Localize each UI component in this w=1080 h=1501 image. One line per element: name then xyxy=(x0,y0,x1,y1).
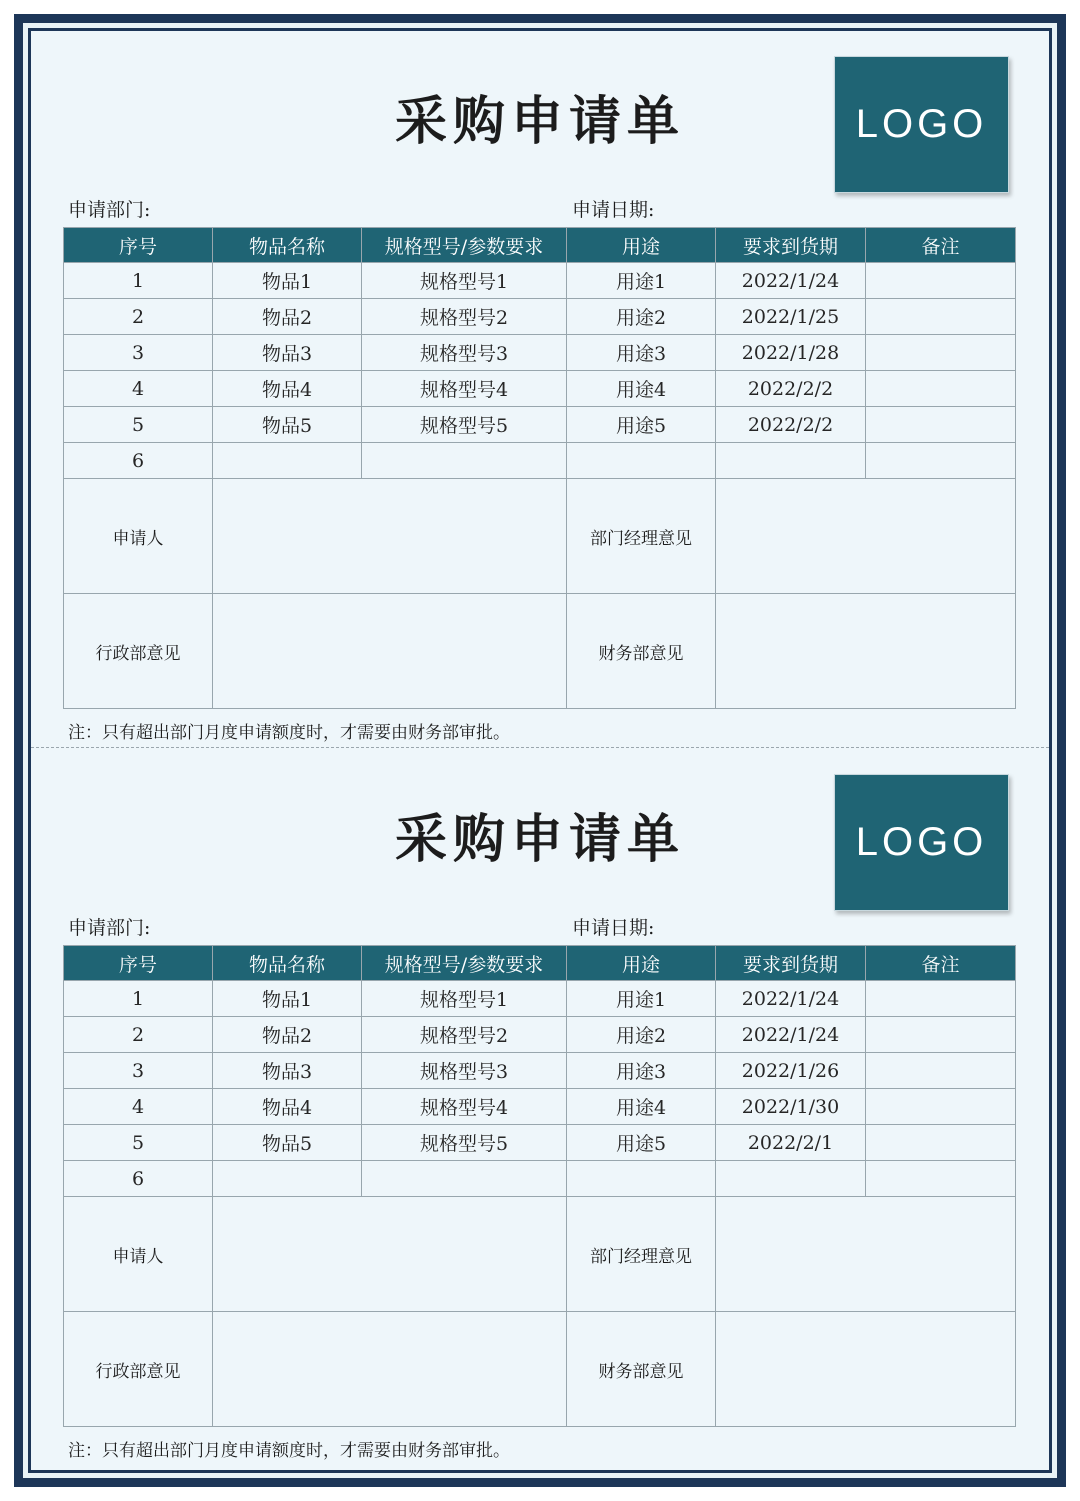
applicant-field xyxy=(213,479,567,594)
finance-label: 财务部意见 xyxy=(567,594,716,709)
approval-row-1 xyxy=(64,1197,1016,1312)
cell-item-name: 物品4 xyxy=(213,371,362,407)
cell-remarks xyxy=(866,263,1016,299)
page-frame xyxy=(14,14,1066,1487)
cell-spec: 规格型号5 xyxy=(362,407,567,443)
approval-row-1 xyxy=(64,479,1016,594)
admin-field xyxy=(213,594,567,709)
approval-row-2 xyxy=(64,594,1016,709)
form-note: 注：只有超出部门月度申请额度时，才需要由财务部审批。 xyxy=(68,723,510,743)
item-table xyxy=(63,945,1016,1427)
applicant-label: 申请人 xyxy=(64,479,213,594)
cell-remarks xyxy=(866,1017,1016,1053)
cell-due-date: 2022/1/28 xyxy=(716,335,866,371)
header-index: 序号 xyxy=(64,946,213,981)
applicant-label: 申请人 xyxy=(64,1197,213,1312)
cell-item-name: 物品3 xyxy=(213,1053,362,1089)
cell-purpose: 用途3 xyxy=(567,335,716,371)
header-due-date: 要求到货期 xyxy=(716,228,866,263)
table-row xyxy=(64,371,1016,407)
dept-manager-field xyxy=(716,1197,1016,1312)
header-item-name: 物品名称 xyxy=(213,946,362,981)
form-title: 采购申请单 xyxy=(394,810,685,870)
table-row xyxy=(64,299,1016,335)
cell-spec: 规格型号1 xyxy=(362,263,567,299)
cell-index: 6 xyxy=(64,443,213,479)
table-row xyxy=(64,335,1016,371)
date-label: 申请日期: xyxy=(572,199,655,221)
table-row xyxy=(64,407,1016,443)
cell-due-date: 2022/1/30 xyxy=(716,1089,866,1125)
cell-purpose: 用途2 xyxy=(567,1017,716,1053)
cell-index: 1 xyxy=(64,263,213,299)
cell-purpose: 用途2 xyxy=(567,299,716,335)
cell-index: 1 xyxy=(64,981,213,1017)
cell-due-date: 2022/1/24 xyxy=(716,1017,866,1053)
cell-spec: 规格型号2 xyxy=(362,1017,567,1053)
cell-item-name xyxy=(213,1161,362,1197)
header-purpose: 用途 xyxy=(567,946,716,981)
cell-index: 4 xyxy=(64,1089,213,1125)
table-row xyxy=(64,443,1016,479)
cell-purpose: 用途1 xyxy=(567,263,716,299)
cell-purpose: 用途5 xyxy=(567,1125,716,1161)
logo-placeholder: LOGO xyxy=(834,774,1009,911)
cell-due-date: 2022/2/1 xyxy=(716,1125,866,1161)
admin-label: 行政部意见 xyxy=(64,1312,213,1427)
cell-purpose: 用途4 xyxy=(567,371,716,407)
cell-purpose: 用途3 xyxy=(567,1053,716,1089)
cell-index: 5 xyxy=(64,407,213,443)
cell-spec: 规格型号4 xyxy=(362,371,567,407)
cell-spec xyxy=(362,1161,567,1197)
finance-label: 财务部意见 xyxy=(567,1312,716,1427)
dept-manager-label: 部门经理意见 xyxy=(567,1197,716,1312)
finance-field xyxy=(716,1312,1016,1427)
admin-label: 行政部意见 xyxy=(64,594,213,709)
cell-item-name: 物品3 xyxy=(213,335,362,371)
table-row xyxy=(64,1053,1016,1089)
cell-purpose xyxy=(567,443,716,479)
cell-item-name: 物品1 xyxy=(213,981,362,1017)
cell-due-date: 2022/1/24 xyxy=(716,981,866,1017)
item-table xyxy=(63,227,1016,709)
form-note: 注：只有超出部门月度申请额度时，才需要由财务部审批。 xyxy=(68,1441,510,1461)
applicant-field xyxy=(213,1197,567,1312)
table-header-row xyxy=(64,946,1016,981)
cell-spec: 规格型号3 xyxy=(362,1053,567,1089)
cell-item-name: 物品2 xyxy=(213,299,362,335)
table-row xyxy=(64,1017,1016,1053)
cut-line-divider xyxy=(31,747,1049,748)
logo-placeholder: LOGO xyxy=(834,56,1009,193)
date-label: 申请日期: xyxy=(572,917,655,939)
cell-remarks xyxy=(866,335,1016,371)
cell-item-name: 物品1 xyxy=(213,263,362,299)
cell-item-name: 物品5 xyxy=(213,407,362,443)
cell-remarks xyxy=(866,1053,1016,1089)
cell-spec xyxy=(362,443,567,479)
cell-index: 4 xyxy=(64,371,213,407)
cell-spec: 规格型号5 xyxy=(362,1125,567,1161)
cell-due-date: 2022/1/26 xyxy=(716,1053,866,1089)
cell-remarks xyxy=(866,981,1016,1017)
table-row xyxy=(64,1089,1016,1125)
cell-spec: 规格型号1 xyxy=(362,981,567,1017)
cell-index: 2 xyxy=(64,1017,213,1053)
cell-spec: 规格型号2 xyxy=(362,299,567,335)
cell-purpose: 用途5 xyxy=(567,407,716,443)
frame-inner-dark xyxy=(28,28,1052,1473)
cell-purpose: 用途1 xyxy=(567,981,716,1017)
dept-label: 申请部门: xyxy=(68,199,151,221)
approval-row-2 xyxy=(64,1312,1016,1427)
cell-item-name: 物品2 xyxy=(213,1017,362,1053)
header-remarks: 备注 xyxy=(866,946,1016,981)
header-remarks: 备注 xyxy=(866,228,1016,263)
cell-remarks xyxy=(866,1089,1016,1125)
cell-due-date: 2022/1/25 xyxy=(716,299,866,335)
table-header-row xyxy=(64,228,1016,263)
cell-remarks xyxy=(866,1125,1016,1161)
table-row xyxy=(64,1161,1016,1197)
cell-due-date xyxy=(716,1161,866,1197)
dept-manager-field xyxy=(716,479,1016,594)
cell-item-name: 物品4 xyxy=(213,1089,362,1125)
cell-due-date: 2022/2/2 xyxy=(716,371,866,407)
dept-manager-label: 部门经理意见 xyxy=(567,479,716,594)
cell-due-date: 2022/1/24 xyxy=(716,263,866,299)
cell-due-date xyxy=(716,443,866,479)
table-row xyxy=(64,263,1016,299)
cell-remarks xyxy=(866,443,1016,479)
cell-index: 3 xyxy=(64,335,213,371)
cell-purpose: 用途4 xyxy=(567,1089,716,1125)
cell-item-name xyxy=(213,443,362,479)
finance-field xyxy=(716,594,1016,709)
cell-index: 6 xyxy=(64,1161,213,1197)
table-row xyxy=(64,981,1016,1017)
cell-item-name: 物品5 xyxy=(213,1125,362,1161)
purchase-form-2 xyxy=(31,749,1049,1467)
cell-index: 2 xyxy=(64,299,213,335)
header-item-name: 物品名称 xyxy=(213,228,362,263)
admin-field xyxy=(213,1312,567,1427)
cell-spec: 规格型号4 xyxy=(362,1089,567,1125)
frame-inner-light xyxy=(23,23,1057,1478)
dept-label: 申请部门: xyxy=(68,917,151,939)
form-title: 采购申请单 xyxy=(394,92,685,152)
header-index: 序号 xyxy=(64,228,213,263)
purchase-form-1 xyxy=(31,31,1049,749)
cell-remarks xyxy=(866,371,1016,407)
cell-due-date: 2022/2/2 xyxy=(716,407,866,443)
header-spec: 规格型号/参数要求 xyxy=(362,946,567,981)
cell-index: 3 xyxy=(64,1053,213,1089)
cell-index: 5 xyxy=(64,1125,213,1161)
cell-purpose xyxy=(567,1161,716,1197)
cell-remarks xyxy=(866,1161,1016,1197)
cell-remarks xyxy=(866,299,1016,335)
header-spec: 规格型号/参数要求 xyxy=(362,228,567,263)
document-content xyxy=(31,31,1049,1470)
cell-remarks xyxy=(866,407,1016,443)
header-purpose: 用途 xyxy=(567,228,716,263)
table-row xyxy=(64,1125,1016,1161)
header-due-date: 要求到货期 xyxy=(716,946,866,981)
cell-spec: 规格型号3 xyxy=(362,335,567,371)
